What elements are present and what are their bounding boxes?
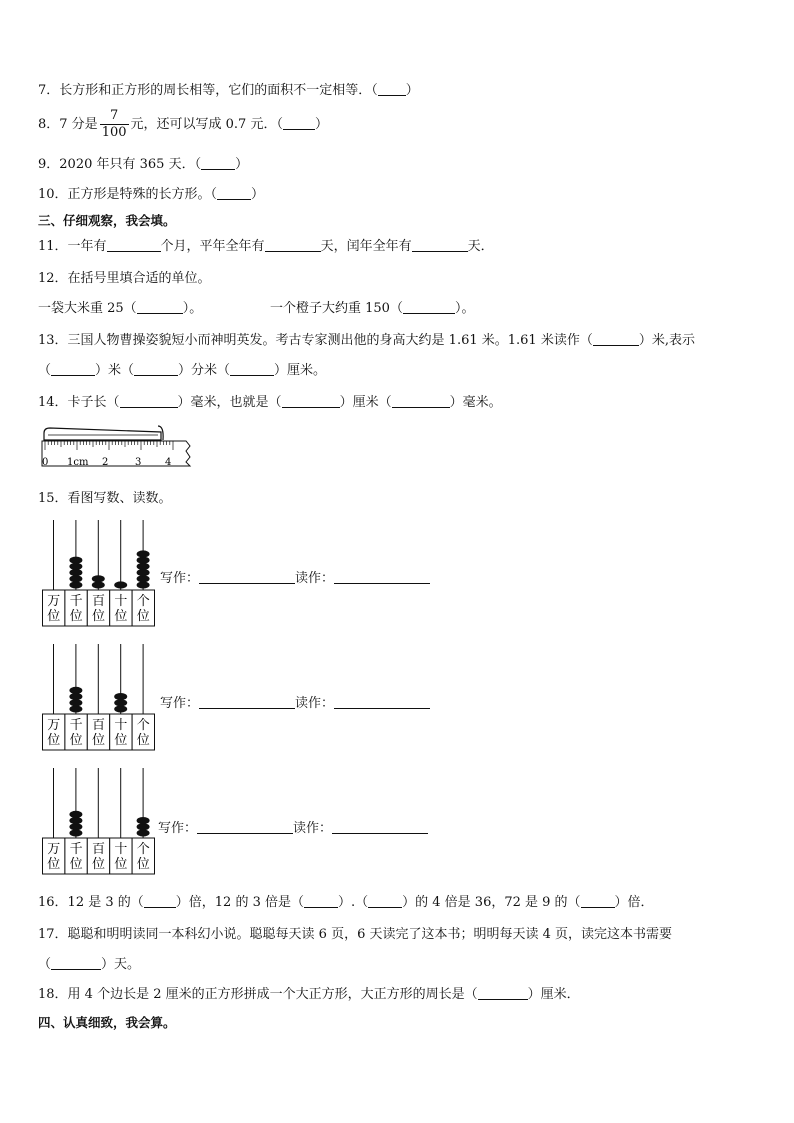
answer-blank[interactable] bbox=[144, 894, 176, 908]
answer-blank[interactable] bbox=[478, 986, 528, 1000]
place-value-label: 百 bbox=[91, 718, 106, 733]
place-value-label: 位 bbox=[47, 733, 61, 748]
abacus-bead bbox=[69, 557, 82, 564]
question-10: 10．正方形是特殊的长方形。（ ） bbox=[38, 187, 265, 202]
abacus-bead bbox=[137, 581, 150, 588]
place-value-label: 位 bbox=[91, 609, 106, 624]
answer-blank[interactable] bbox=[217, 186, 251, 200]
abacus-bead bbox=[137, 817, 150, 824]
place-value-label: 个 bbox=[136, 842, 150, 857]
question-14: 14．卡子长（ ）毫米，也就是（ ）厘米（ ）毫米。 bbox=[38, 395, 502, 410]
abacus-1-drawing bbox=[42, 520, 162, 630]
place-value-label: 位 bbox=[136, 609, 150, 624]
section-heading-3: 三、仔细观察，我会填。 bbox=[38, 213, 176, 228]
question-15: 15．看图写数、读数。 bbox=[38, 491, 172, 506]
answer-blank[interactable] bbox=[134, 362, 178, 376]
question-12-a: 一袋大米重 25（ ）。 bbox=[38, 301, 203, 316]
abacus-2-drawing bbox=[42, 644, 162, 754]
question-17: 17．聪聪和明明读同一本科幻小说。聪聪每天读 6 页，6 天读完了这本书；明明每天读 4 页，读完这本书需要 bbox=[38, 927, 673, 942]
abacus-bead bbox=[69, 569, 82, 576]
read-blank[interactable] bbox=[334, 708, 430, 709]
ruler-label-4: 4 bbox=[165, 457, 172, 468]
place-value-label: 十 bbox=[114, 594, 128, 609]
place-value-label: 千 bbox=[69, 594, 83, 609]
answer-blank[interactable] bbox=[378, 82, 406, 96]
answer-blank[interactable] bbox=[107, 238, 161, 252]
answer-blank[interactable] bbox=[51, 362, 95, 376]
place-value-label: 百 bbox=[91, 842, 106, 857]
place-value-label: 位 bbox=[47, 609, 61, 624]
question-8: 8．7 分是 $\frac{7}{100}$ 元，还可以写成 0.7 元．（ ） bbox=[38, 108, 328, 140]
question-13: 13．三国人物曹操姿貌短小而神明英发。考古专家测出他的身高大约是 1.61 米。1.61 米读作（ ）米,表示 bbox=[38, 333, 695, 348]
answer-blank[interactable] bbox=[581, 894, 615, 908]
place-value-label: 位 bbox=[136, 857, 150, 872]
place-value-label: 位 bbox=[69, 733, 83, 748]
answer-blank[interactable] bbox=[392, 394, 450, 408]
abacus-bead bbox=[137, 829, 150, 836]
abacus-bead bbox=[92, 581, 105, 588]
read-blank[interactable] bbox=[334, 583, 430, 584]
answer-blank[interactable] bbox=[283, 116, 315, 130]
abacus-bead bbox=[137, 563, 150, 570]
place-value-label: 位 bbox=[114, 857, 128, 872]
question-12: 12．在括号里填合适的单位。 bbox=[38, 271, 211, 286]
question-13-cont: （ ）米（ ）分米（ ）厘米。 bbox=[38, 363, 327, 378]
abacus-bead bbox=[69, 575, 82, 582]
answer-blank[interactable] bbox=[51, 956, 101, 970]
abacus-bead bbox=[137, 557, 150, 564]
abacus-bead bbox=[137, 575, 150, 582]
abacus-2-answers: 写作： 读作： bbox=[160, 692, 430, 711]
question-7: 7．长方形和正方形的周长相等，它们的面积不一定相等．（ ） bbox=[38, 83, 419, 98]
place-value-label: 个 bbox=[136, 594, 150, 609]
place-value-label: 位 bbox=[136, 733, 150, 748]
place-value-label: 十 bbox=[114, 718, 128, 733]
place-value-label: 万 bbox=[47, 718, 61, 733]
answer-blank[interactable] bbox=[265, 238, 321, 252]
question-17-cont: （ ）天。 bbox=[38, 957, 141, 972]
place-value-label: 位 bbox=[47, 857, 61, 872]
answer-blank[interactable] bbox=[368, 894, 402, 908]
answer-blank[interactable] bbox=[230, 362, 274, 376]
answer-blank[interactable] bbox=[412, 238, 468, 252]
place-value-label: 百 bbox=[91, 594, 106, 609]
place-value-label: 位 bbox=[91, 733, 106, 748]
question-16: 16．12 是 3 的（ ）倍，12 的 3 倍是（ ）.（ ）的 4 倍是 36，72 是 9 的（ ）倍． bbox=[38, 895, 654, 910]
question-12-b: 一个橙子大约重 150（ ）。 bbox=[270, 301, 475, 316]
abacus-bead bbox=[137, 569, 150, 576]
abacus-bead bbox=[69, 817, 82, 824]
place-value-label: 千 bbox=[69, 842, 83, 857]
answer-blank[interactable] bbox=[201, 156, 235, 170]
place-value-label: 十 bbox=[114, 842, 128, 857]
abacus-bead bbox=[114, 581, 127, 588]
place-value-label: 位 bbox=[114, 733, 128, 748]
answer-blank[interactable] bbox=[120, 394, 178, 408]
place-value-label: 位 bbox=[114, 609, 128, 624]
write-blank[interactable] bbox=[199, 583, 295, 584]
abacus-bead bbox=[69, 563, 82, 570]
place-value-label: 位 bbox=[69, 857, 83, 872]
answer-blank[interactable] bbox=[137, 300, 183, 314]
answer-blank[interactable] bbox=[304, 894, 338, 908]
question-11: 11．一年有 个月，平年全年有 天，闰年全年有 天． bbox=[38, 239, 494, 254]
answer-blank[interactable] bbox=[593, 332, 639, 346]
answer-blank[interactable] bbox=[403, 300, 455, 314]
abacus-1 bbox=[42, 520, 162, 634]
ruler-label-2: 2 bbox=[102, 457, 109, 468]
abacus-bead bbox=[114, 699, 127, 706]
write-blank[interactable] bbox=[197, 833, 293, 834]
abacus-bead bbox=[114, 693, 127, 700]
abacus-bead bbox=[114, 705, 127, 712]
read-blank[interactable] bbox=[332, 833, 428, 834]
abacus-bead bbox=[137, 823, 150, 830]
abacus-bead bbox=[69, 687, 82, 694]
abacus-bead bbox=[137, 550, 150, 557]
place-value-label: 位 bbox=[91, 857, 106, 872]
place-value-label: 位 bbox=[69, 609, 83, 624]
abacus-1-answers: 写作： 读作： bbox=[160, 567, 430, 586]
ruler-figure bbox=[40, 424, 192, 470]
abacus-bead bbox=[69, 829, 82, 836]
ruler-label-0: 0 bbox=[42, 457, 49, 468]
abacus-bead bbox=[69, 823, 82, 830]
abacus-3 bbox=[42, 768, 162, 882]
abacus-3-answers: 写作： 读作： bbox=[158, 817, 428, 836]
abacus-bead bbox=[69, 581, 82, 588]
abacus-bead bbox=[69, 699, 82, 706]
ruler-label-3: 3 bbox=[135, 457, 142, 468]
answer-blank[interactable] bbox=[282, 394, 340, 408]
question-9: 9．2020 年只有 365 天．（ ） bbox=[38, 157, 249, 172]
place-value-label: 万 bbox=[47, 594, 61, 609]
place-value-label: 万 bbox=[47, 842, 61, 857]
section-heading-4: 四、认真细致，我会算。 bbox=[38, 1015, 176, 1030]
write-blank[interactable] bbox=[199, 708, 295, 709]
fraction: $\frac{7}{100}$ bbox=[101, 108, 127, 140]
clip-figure bbox=[44, 426, 163, 440]
abacus-3-drawing bbox=[42, 768, 162, 878]
abacus-2 bbox=[42, 644, 162, 758]
abacus-bead bbox=[69, 811, 82, 818]
place-value-label: 千 bbox=[69, 718, 83, 733]
abacus-bead bbox=[69, 693, 82, 700]
place-value-label: 个 bbox=[136, 718, 150, 733]
abacus-bead bbox=[92, 575, 105, 582]
ruler-label-1: 1cm bbox=[67, 457, 89, 468]
abacus-bead bbox=[69, 705, 82, 712]
question-18: 18．用 4 个边长是 2 厘米的正方形拼成一个大正方形，大正方形的周长是（ ）厘米． bbox=[38, 987, 580, 1002]
